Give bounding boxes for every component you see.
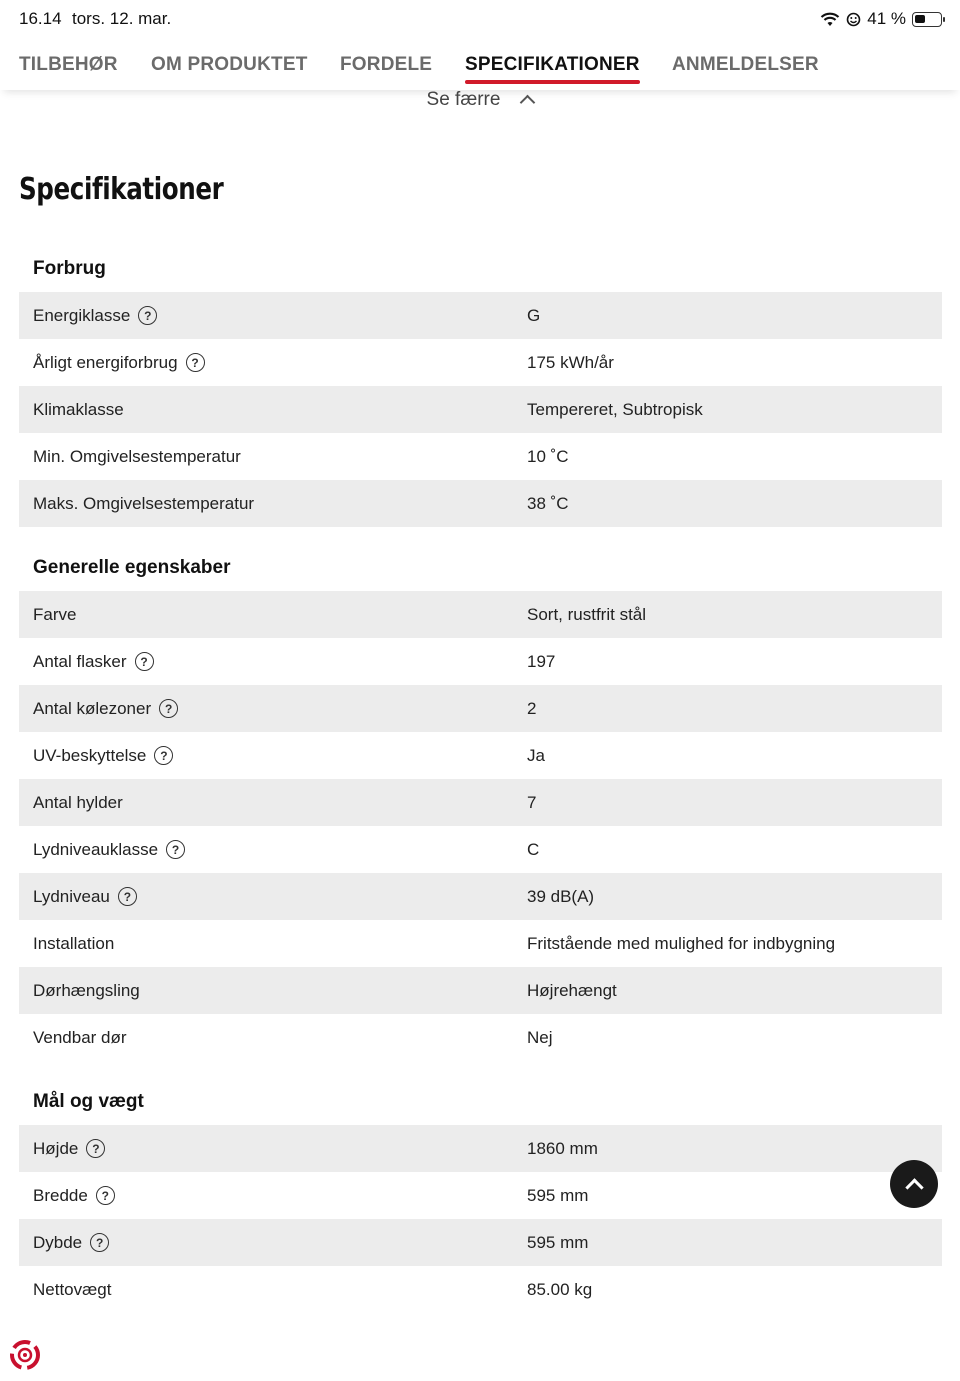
section-tabs — [0, 38, 960, 90]
spec-value: 197 — [527, 651, 556, 671]
spec-row — [19, 1266, 942, 1313]
spec-row — [19, 1219, 942, 1266]
question-circle-icon[interactable]: ? — [86, 1139, 105, 1158]
spec-value: Nej — [527, 1027, 553, 1047]
spec-value: 175 kWh/år — [527, 352, 614, 372]
spec-value: 595 mm — [527, 1232, 589, 1252]
question-circle-icon[interactable]: ? — [90, 1233, 109, 1252]
spec-row — [19, 779, 942, 826]
spec-row — [19, 920, 942, 967]
wifi-icon — [820, 12, 840, 27]
focus-mode-icon — [846, 12, 861, 27]
spec-label — [19, 306, 527, 326]
spec-label-text: Klimaklasse — [33, 399, 124, 419]
battery-icon — [912, 12, 942, 27]
spec-row — [19, 873, 942, 920]
status-bar — [0, 0, 960, 38]
spec-value: C — [527, 839, 540, 859]
brand-logo-icon — [8, 1338, 42, 1372]
tab-specifikationer[interactable]: SPECIFIKATIONER — [465, 54, 640, 75]
question-circle-icon[interactable]: ? — [166, 840, 185, 859]
tab-om-produktet[interactable]: OM PRODUKTET — [151, 54, 308, 75]
spec-row — [19, 967, 942, 1014]
status-time: 16.14 — [19, 9, 62, 28]
spec-label-text: Farve — [33, 604, 77, 624]
question-circle-icon[interactable]: ? — [138, 306, 157, 325]
spec-label — [19, 1186, 527, 1206]
spec-label — [19, 934, 527, 954]
spec-value: Fritstående med mulighed for indbygning — [527, 933, 836, 953]
spec-label — [19, 353, 527, 373]
spec-value: 1860 mm — [527, 1138, 598, 1158]
spec-label — [19, 605, 527, 625]
question-circle-icon[interactable]: ? — [154, 746, 173, 765]
spec-value: Højrehængt — [527, 980, 617, 1000]
spec-label — [19, 746, 527, 766]
scroll-to-top-button[interactable] — [890, 1160, 938, 1208]
spec-label-text: Lydniveau — [33, 886, 110, 906]
spec-label-text: Antal kølezoner — [33, 698, 152, 718]
page-title: Specifikationer — [19, 172, 224, 207]
spec-label — [19, 981, 527, 1001]
spec-label — [19, 1139, 527, 1159]
spec-row — [19, 339, 942, 386]
spec-value: Ja — [527, 745, 545, 765]
spec-label — [19, 1233, 527, 1253]
spec-label — [19, 840, 527, 860]
spec-label — [19, 652, 527, 672]
spec-value: 2 — [527, 698, 537, 718]
spec-row — [19, 591, 942, 638]
spec-row — [19, 732, 942, 779]
spec-label — [19, 400, 527, 420]
spec-value: 7 — [527, 792, 537, 812]
tab-fordele[interactable]: FORDELE — [340, 54, 433, 75]
spec-label-text: Dørhængsling — [33, 980, 140, 1000]
spec-section-generelle-egenskaber — [19, 545, 942, 1061]
spec-label-text: UV-beskyttelse — [33, 745, 147, 765]
spec-label — [19, 447, 527, 467]
spec-label-text: Maks. Omgivelsestemperatur — [33, 493, 255, 513]
spec-label-text: Vendbar dør — [33, 1027, 127, 1047]
spec-label-text: Lydniveauklasse — [33, 839, 159, 859]
spec-label-text: Installation — [33, 933, 115, 953]
question-circle-icon[interactable]: ? — [118, 887, 137, 906]
tab-tilbehor[interactable]: TILBEHØR — [19, 54, 118, 75]
spec-row — [19, 685, 942, 732]
see-less-label: Se færre — [426, 89, 501, 110]
spec-value: 39 dB(A) — [527, 886, 595, 906]
spec-label-text: Min. Omgivelsestemperatur — [33, 446, 241, 466]
spec-label — [19, 793, 527, 813]
question-circle-icon[interactable]: ? — [96, 1186, 115, 1205]
spec-row — [19, 292, 942, 339]
spec-section-maal-og-vaegt — [19, 1079, 942, 1313]
spec-value: 10 ˚C — [527, 446, 569, 466]
spec-label — [19, 887, 527, 907]
battery-percent: 41 % — [867, 9, 906, 28]
spec-label — [19, 1028, 527, 1048]
spec-row — [19, 826, 942, 873]
battery-level — [915, 15, 925, 23]
chevron-up-icon — [905, 1178, 923, 1196]
tab-anmeldelser[interactable]: ANMELDELSER — [672, 54, 819, 75]
spec-row — [19, 1172, 942, 1219]
question-circle-icon[interactable]: ? — [159, 699, 178, 718]
status-date: tors. 12. mar. — [72, 9, 172, 28]
section-title: Generelle egenskaber — [33, 557, 231, 578]
spec-row — [19, 480, 942, 527]
spec-value: Tempereret, Subtropisk — [527, 399, 703, 419]
spec-section-forbrug — [19, 246, 942, 527]
spec-label-text: Årligt energiforbrug — [33, 352, 178, 372]
spec-value: 85.00 kg — [527, 1279, 593, 1299]
spec-label-text: Antal flasker — [33, 651, 127, 671]
spec-value: Sort, rustfrit stål — [527, 604, 647, 624]
spec-value: G — [527, 305, 541, 325]
spec-row — [19, 433, 942, 480]
spec-label-text: Antal hylder — [33, 792, 123, 812]
spec-label-text: Dybde — [33, 1232, 83, 1252]
spec-row — [19, 638, 942, 685]
question-circle-icon[interactable]: ? — [186, 353, 205, 372]
status-indicators — [820, 9, 942, 29]
spec-value: 38 ˚C — [527, 493, 569, 513]
chevron-up-icon — [520, 95, 536, 111]
spec-row — [19, 1125, 942, 1172]
section-title: Mål og vægt — [33, 1091, 144, 1112]
section-title: Forbrug — [33, 258, 106, 279]
see-less-button[interactable] — [0, 89, 960, 111]
spec-label-text: Energiklasse — [33, 305, 131, 325]
spec-label-text: Højde — [33, 1138, 79, 1158]
spec-row — [19, 386, 942, 433]
spec-label-text: Nettovægt — [33, 1279, 112, 1299]
spec-label — [19, 1280, 527, 1300]
spec-value: 595 mm — [527, 1185, 589, 1205]
question-circle-icon[interactable]: ? — [135, 652, 154, 671]
spec-row — [19, 1014, 942, 1061]
spec-label-text: Bredde — [33, 1185, 88, 1205]
spec-label — [19, 699, 527, 719]
spec-label — [19, 494, 527, 514]
